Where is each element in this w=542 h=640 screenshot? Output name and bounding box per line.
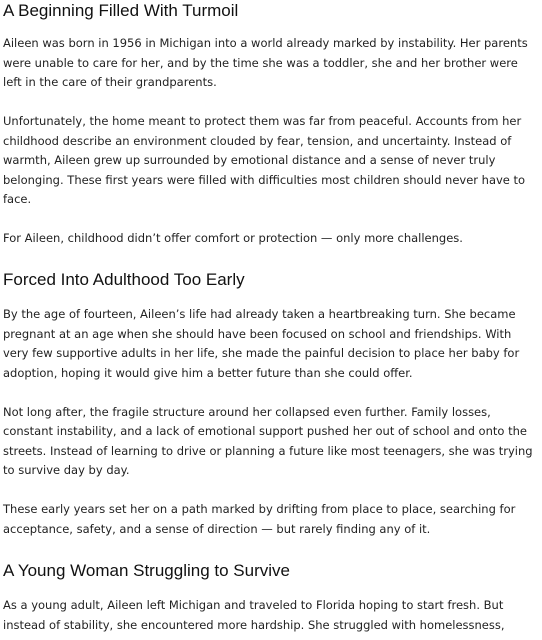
paragraph: Unfortunately, the home meant to protect them was far from peaceful. Accounts from her childhood describe an environment clouded by fear, tension, and uncertainty. Instead of warmth, Aileen grew up surrounded by emotional distance and a sense of never truly belonging. These first years were filled with difficulties most children should never have to face.: [3, 114, 526, 206]
section-text: [3, 34, 533, 249]
paragraph: As a young adult, Aileen left Michigan and traveled to Florida hoping to start fresh. But instead of stability, she encountered more hardship. She struggled with homelessness,: [3, 598, 505, 632]
section-text: [3, 305, 533, 539]
section-text: [3, 596, 533, 635]
section-heading: A Beginning Filled With Turmoil: [3, 1, 239, 20]
section-heading: A Young Woman Struggling to Survive: [3, 561, 290, 580]
paragraph: For Aileen, childhood didn’t offer comfort or protection — only more challenges.: [3, 231, 463, 245]
paragraph: Not long after, the fragile structure around her collapsed even further. Family losses, constant instability, and a lack of emotional support pushed her out of school and onto the streets. Instead of learning to drive or planning a future like most teenagers, she was trying to survive day by day.: [3, 404, 533, 477]
paragraph: Aileen was born in 1956 in Michigan into a world already marked by instability. Her parents were unable to care for her, and by the time she was a toddler, she and her brother were left in the care of their grandparents.: [3, 36, 528, 89]
section-heading: Forced Into Adulthood Too Early: [3, 270, 245, 289]
paragraph: These early years set her on a path marked by drifting from place to place, searching for acceptance, safety, and a sense of direction — but rarely finding any of it.: [3, 502, 516, 536]
paragraph: By the age of fourteen, Aileen’s life had already taken a heartbreaking turn. She became pregnant at an age when she should have been focused on school and friendships. With very few supportive adults in her life, she made the painful decision to place her baby for adoption, hoping it would give him a better future than she could offer.: [3, 307, 520, 380]
